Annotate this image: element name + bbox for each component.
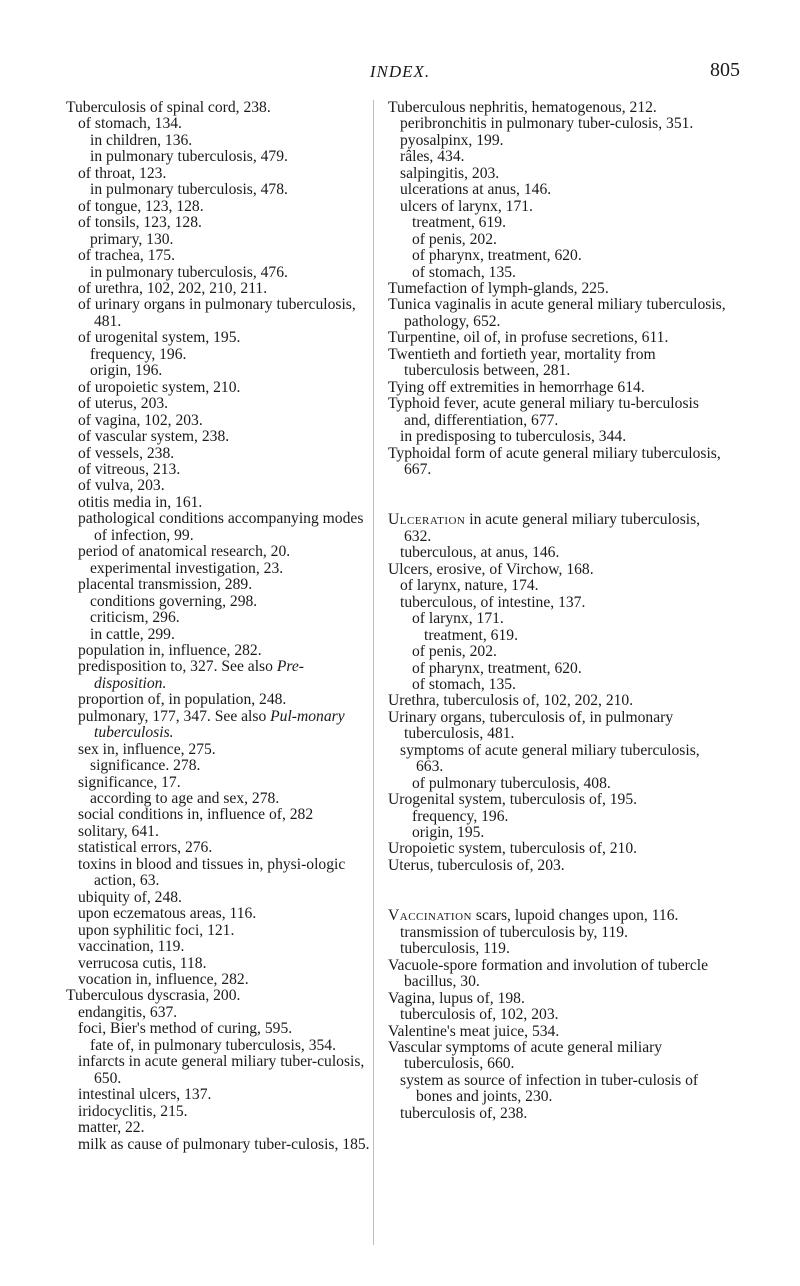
entry-text: râles, 434.	[400, 148, 465, 166]
index-subentry	[90, 610, 376, 626]
entry-text: of penis, 202.	[412, 230, 497, 248]
index-subentry	[412, 248, 728, 264]
entry-text: tuberculous, of intestine, 137.	[400, 593, 586, 611]
index-subentry	[78, 923, 376, 939]
index-subentry	[78, 511, 376, 544]
entry-text: Vagina, lupus of, 198.	[388, 989, 525, 1007]
index-subentry	[90, 1038, 376, 1054]
index-entry	[388, 512, 728, 545]
index-subentry	[90, 594, 376, 610]
index-entry	[388, 380, 728, 396]
entry-text: infarcts in acute general miliary tuber-culosis, 650.	[78, 1053, 365, 1087]
entry-text: in pulmonary tuberculosis, 478.	[90, 181, 288, 199]
entry-text: pulmonary, 177, 347. See also	[78, 707, 271, 725]
index-subentry	[78, 906, 376, 922]
entry-text: sex in, influence, 275.	[78, 740, 216, 758]
entry-text: placental transmission, 289.	[78, 576, 253, 594]
entry-text: period of anatomical research, 20.	[78, 543, 291, 561]
entry-text: Urethra, tuberculosis of, 102, 202, 210.	[388, 692, 634, 710]
entry-text: statistical errors, 276.	[78, 839, 213, 857]
index-subentry	[90, 627, 376, 643]
entry-text: Tuberculous dyscrasia, 200.	[66, 987, 241, 1005]
entry-text: milk as cause of pulmonary tuber-culosis, 185.	[78, 1135, 370, 1153]
index-subentry	[424, 628, 728, 644]
index-entry	[388, 446, 728, 479]
entry-text: iridocyclitis, 215.	[78, 1102, 188, 1120]
entry-text: Valentine's meat juice, 534.	[388, 1022, 560, 1040]
entry-text: of stomach, 135.	[412, 263, 516, 281]
entry-text: Typhoid fever, acute general miliary tu-berculosis and, differentiation, 677.	[388, 395, 699, 429]
entry-text: of pharynx, treatment, 620.	[412, 659, 582, 677]
index-subentry	[78, 1087, 376, 1103]
index-subentry	[78, 248, 376, 264]
entry-text: conditions governing, 298.	[90, 592, 258, 610]
entry-text: frequency, 196.	[412, 807, 509, 825]
entry-text: pyosalpinx, 199.	[400, 131, 504, 149]
entry-text: primary, 130.	[90, 230, 174, 248]
index-subentry	[400, 1073, 728, 1106]
index-subentry	[412, 611, 728, 627]
index-subentry	[78, 380, 376, 396]
entry-text: transmission of tuberculosis by, 119.	[400, 923, 628, 941]
entry-text: of vessels, 238.	[78, 444, 175, 462]
entry-text: of urogenital system, 195.	[78, 329, 241, 347]
index-subentry	[78, 807, 376, 823]
entry-text: toxins in blood and tissues in, physi-ologic action, 63.	[78, 855, 346, 890]
index-subentry	[78, 429, 376, 445]
entry-text: vocation in, influence, 282.	[78, 971, 249, 989]
index-subentry	[90, 182, 376, 198]
entry-text: significance, 17.	[78, 773, 181, 791]
entry-text: Turpentine, oil of, in profuse secretions, 611.	[388, 329, 669, 347]
entry-text: predisposition to, 327. See also	[78, 658, 277, 676]
index-entry	[388, 1040, 728, 1073]
index-subentry	[78, 215, 376, 231]
entry-text: ulcers of larynx, 171.	[400, 197, 533, 215]
entry-text: ubiquity of, 248.	[78, 888, 182, 906]
index-subentry	[400, 545, 728, 561]
index-subentry	[78, 544, 376, 560]
index-subentry	[78, 116, 376, 132]
index-subentry	[78, 297, 376, 330]
index-subentry	[412, 215, 728, 231]
entry-text: fate of, in pulmonary tuberculosis, 354.	[90, 1036, 336, 1054]
entry-text: Tuberculosis of spinal cord, 238.	[66, 99, 271, 116]
entry-text: in cattle, 299.	[90, 625, 175, 643]
index-subentry	[78, 972, 376, 988]
running-head	[0, 59, 800, 86]
index-subentry	[78, 495, 376, 511]
entry-text: in pulmonary tuberculosis, 476.	[90, 263, 288, 281]
entry-text: origin, 195.	[412, 824, 485, 842]
index-subentry	[78, 692, 376, 708]
entry-text: of vitreous, 213.	[78, 460, 181, 478]
entry-text: vaccination, 119.	[78, 938, 185, 956]
index-subentry	[90, 363, 376, 379]
entry-text: Typhoidal form of acute general miliary tuberculosis, 667.	[388, 444, 721, 478]
index-subentry	[78, 199, 376, 215]
entry-text: otitis media in, 161.	[78, 493, 203, 511]
entry-text: of larynx, 171.	[412, 610, 504, 628]
entry-text: in pulmonary tuberculosis, 479.	[90, 148, 288, 166]
index-subentry	[78, 939, 376, 955]
index-subentry	[78, 1104, 376, 1120]
index-subentry	[412, 809, 728, 825]
entry-text: Vacuole-spore formation and involution of tubercle bacillus, 30.	[388, 956, 709, 991]
index-subentry	[90, 149, 376, 165]
entry-text: of vascular system, 238.	[78, 428, 230, 446]
entry-text: of uterus, 203.	[78, 395, 169, 413]
index-subentry	[78, 166, 376, 182]
entry-text: matter, 22.	[78, 1119, 145, 1137]
entry-text: of larynx, nature, 174.	[400, 577, 539, 595]
entry-text: pathological conditions accompanying modes of infection, 99.	[78, 510, 364, 544]
index-subentry	[400, 1007, 728, 1023]
cross-reference: Pul-monary tuberculosis.	[94, 707, 345, 742]
index-subentry	[412, 776, 728, 792]
index-subentry	[78, 281, 376, 297]
entry-text: of urethra, 102, 202, 210, 211.	[78, 279, 268, 297]
entry-text: scars, lupoid changes upon, 116.	[471, 907, 679, 925]
entry-text: salpingitis, 203.	[400, 164, 500, 182]
entry-text: Twentieth and fortieth year, mortality from tuberculosis between, 281.	[388, 345, 656, 380]
index-entry	[388, 281, 728, 297]
index-subentry	[78, 1005, 376, 1021]
index-subentry	[400, 429, 728, 445]
entry-text: experimental investigation, 23.	[90, 559, 284, 577]
index-subentry	[78, 478, 376, 494]
index-subentry	[412, 661, 728, 677]
index-subentry	[78, 1021, 376, 1037]
entry-text: Urogenital system, tuberculosis of, 195.	[388, 791, 638, 809]
entry-text: Uropoietic system, tuberculosis of, 210.	[388, 840, 638, 858]
entry-text: criticism, 296.	[90, 609, 180, 627]
entry-text: of urinary organs in pulmonary tuberculosis, 481.	[78, 296, 356, 330]
section-gap	[388, 478, 728, 512]
entry-text: intestinal ulcers, 137.	[78, 1086, 212, 1104]
index-entry	[388, 958, 728, 991]
entry-text: in predisposing to tuberculosis, 344.	[400, 428, 627, 446]
index-entry	[388, 100, 728, 116]
index-entry	[388, 347, 728, 380]
index-subentry	[412, 265, 728, 281]
index-subentry	[412, 677, 728, 693]
entry-text: origin, 196.	[90, 362, 163, 380]
index-subentry	[78, 446, 376, 462]
page-title: INDEX.	[369, 62, 431, 81]
index-subentry	[90, 347, 376, 363]
entry-text: ulcerations at anus, 146.	[400, 181, 552, 199]
index-subentry	[78, 857, 376, 890]
entry-text: Tying off extremities in hemorrhage 614.	[388, 378, 645, 396]
index-subentry	[412, 232, 728, 248]
page-number: 805	[710, 59, 740, 81]
index-subentry	[78, 890, 376, 906]
column-divider	[373, 100, 374, 1245]
index-entry	[388, 908, 728, 924]
index-subentry	[78, 659, 376, 692]
entry-text: proportion of, in population, 248.	[78, 691, 287, 709]
index-subentry	[400, 595, 728, 611]
entry-text: tuberculous, at anus, 146.	[400, 544, 560, 562]
entry-text: upon eczematous areas, 116.	[78, 905, 257, 923]
index-entry	[388, 297, 728, 330]
index-subentry	[90, 758, 376, 774]
index-subentry	[90, 133, 376, 149]
entry-text: Urinary organs, tuberculosis of, in pulmonary tuberculosis, 481.	[388, 708, 674, 743]
index-subentry	[400, 166, 728, 182]
entry-text: of penis, 202.	[412, 643, 497, 661]
section-initial-word: Vaccination	[388, 907, 472, 925]
entry-text: of vagina, 102, 203.	[78, 411, 203, 429]
entry-text: in acute general miliary tuberculosis, 632.	[404, 511, 701, 545]
entry-text: treatment, 619.	[424, 626, 518, 644]
section-initial-word: Ulceration	[388, 511, 466, 529]
index-subentry	[78, 709, 376, 742]
entry-text: foci, Bier's method of curing, 595.	[78, 1020, 293, 1038]
index-subentry	[78, 1120, 376, 1136]
index-entry	[388, 991, 728, 1007]
index-entry	[388, 330, 728, 346]
entry-text: of pulmonary tuberculosis, 408.	[412, 774, 611, 792]
entry-text: frequency, 196.	[90, 345, 187, 363]
index-subentry	[78, 775, 376, 791]
entry-text: significance. 278.	[90, 757, 201, 775]
index-subentry	[400, 199, 728, 215]
entry-text: Uterus, tuberculosis of, 203.	[388, 856, 565, 874]
entry-text: Tumefaction of lymph-glands, 225.	[388, 279, 609, 297]
entry-text: of trachea, 175.	[78, 247, 175, 265]
index-entry	[388, 693, 728, 709]
entry-text: of stomach, 135.	[412, 675, 516, 693]
index-subentry	[400, 182, 728, 198]
index-subentry	[400, 743, 728, 776]
entry-text: tuberculosis of, 238.	[400, 1104, 528, 1122]
entry-text: peribronchitis in pulmonary tuber-culosis, 351.	[400, 115, 694, 133]
entry-text: verrucosa cutis, 118.	[78, 954, 207, 972]
entry-text: in children, 136.	[90, 131, 193, 149]
index-subentry	[78, 1054, 376, 1087]
index-subentry	[78, 1137, 376, 1153]
entry-text: of vulva, 203.	[78, 477, 165, 495]
index-column-left	[66, 100, 376, 1153]
index-subentry	[78, 840, 376, 856]
index-entry	[66, 988, 376, 1004]
index-subentry	[400, 1106, 728, 1122]
entry-text: solitary, 641.	[78, 822, 159, 840]
section-gap	[388, 874, 728, 908]
entry-text: tuberculosis, 119.	[400, 940, 510, 958]
index-entry	[388, 1024, 728, 1040]
index-subentry	[400, 133, 728, 149]
index-entry	[66, 100, 376, 116]
index-subentry	[78, 413, 376, 429]
index-subentry	[78, 742, 376, 758]
entry-text: of throat, 123.	[78, 164, 167, 182]
entry-text: of pharynx, treatment, 620.	[412, 247, 582, 265]
entry-text: tuberculosis of, 102, 203.	[400, 1006, 559, 1024]
entry-text: population in, influence, 282.	[78, 641, 262, 659]
entry-text: upon syphilitic foci, 121.	[78, 921, 235, 939]
entry-text: Vascular symptoms of acute general miliary tuberculosis, 660.	[388, 1039, 663, 1073]
entry-text: symptoms of acute general miliary tuberculosis, 663.	[400, 741, 700, 776]
index-entry	[388, 858, 728, 874]
index-column-right	[388, 100, 728, 1122]
entry-text: of uropoietic system, 210.	[78, 378, 241, 396]
index-entry	[388, 710, 728, 743]
entry-text: system as source of infection in tuber-culosis of bones and joints, 230.	[400, 1071, 699, 1106]
entry-text: treatment, 619.	[412, 214, 506, 232]
index-subentry	[78, 956, 376, 972]
entry-text: endangitis, 637.	[78, 1003, 178, 1021]
index-subentry	[400, 578, 728, 594]
index-entry	[388, 841, 728, 857]
entry-text: according to age and sex, 278.	[90, 790, 280, 808]
index-subentry	[78, 462, 376, 478]
index-subentry	[90, 791, 376, 807]
entry-text: of stomach, 134.	[78, 115, 182, 133]
entry-text: of tonsils, 123, 128.	[78, 214, 202, 232]
entry-text: Tuberculous nephritis, hematogenous, 212.	[388, 99, 657, 116]
index-entry	[388, 396, 728, 429]
index-subentry	[90, 561, 376, 577]
index-subentry	[78, 643, 376, 659]
index-subentry	[400, 941, 728, 957]
entry-text: Tunica vaginalis in acute general miliary tuberculosis, pathology, 652.	[388, 296, 726, 330]
index-subentry	[412, 644, 728, 660]
entry-text: social conditions in, influence of, 282	[78, 806, 314, 824]
index-entry	[388, 562, 728, 578]
entry-text: Ulcers, erosive, of Virchow, 168.	[388, 560, 594, 578]
index-subentry	[78, 396, 376, 412]
index-subentry	[400, 925, 728, 941]
index-subentry	[90, 232, 376, 248]
index-subentry	[412, 825, 728, 841]
index-entry	[388, 792, 728, 808]
cross-reference: Pre-disposition.	[94, 658, 304, 692]
index-subentry	[400, 116, 728, 132]
index-subentry	[78, 824, 376, 840]
index-subentry	[78, 577, 376, 593]
entry-text: of tongue, 123, 128.	[78, 197, 204, 215]
index-subentry	[78, 330, 376, 346]
index-subentry	[400, 149, 728, 165]
index-subentry	[90, 265, 376, 281]
